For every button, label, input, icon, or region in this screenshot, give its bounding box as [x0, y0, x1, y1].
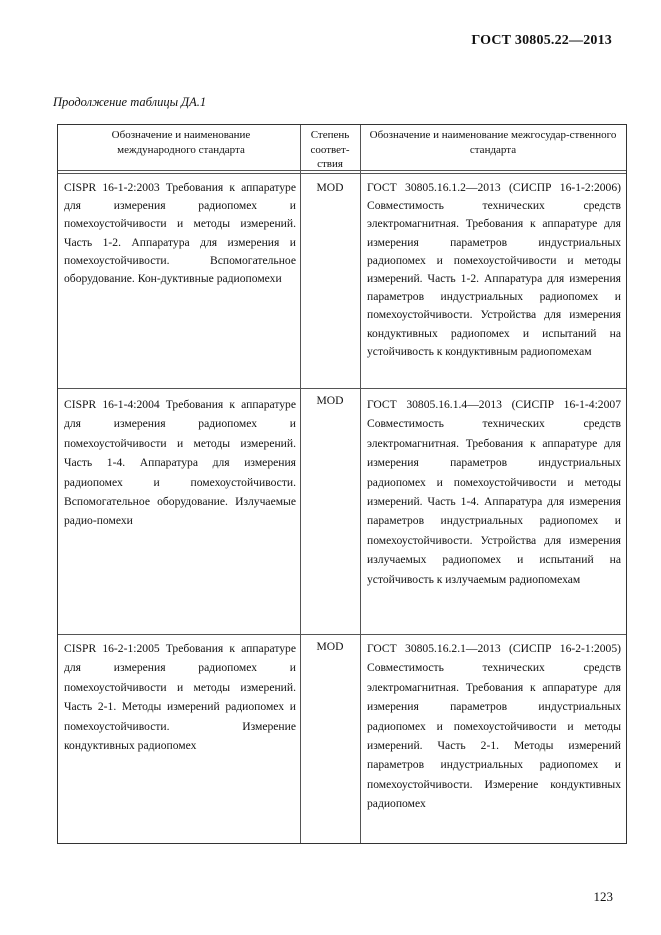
column-header-interstate: Обозначение и наименование межгосудар-ственного стандарта: [369, 129, 617, 156]
standards-table: [57, 124, 627, 844]
header-divider: [58, 173, 626, 174]
table-cell-interstate: ГОСТ 30805.16.1.4—2013 (СИСПР 16-1-4:2007 Совместимость технических средств электромагнитная. Требования к аппаратуре для измерения параметров индустриальных радиопомех и помехоустойчивости и методы измерений. Часть 1-4. Аппаратура для измерения параметров индустриальных радиопомех и помехоустойчивости. Устройства для измерения излучаемых радиопомех и испытаний на устойчивость к излучаемым радиопомехам: [367, 398, 621, 586]
table-cell-interstate: ГОСТ 30805.16.1.2—2013 (СИСПР 16-1-2:2006) Совместимость технических средств электромагнитная. Требования к аппаратуре для измерения параметров индустриальных радиопомех и помехоустойчивости и методы измерений. Часть 1-2. Аппаратура для измерения параметров индустриальных радиопомех и помехоустойчивости. Устройства для измерения кондуктивных радиопомех и испытаний на устойчивость к кондуктивным радиопомехам: [367, 181, 621, 358]
column-divider: [360, 125, 361, 843]
table-cell-interstate: ГОСТ 30805.16.2.1—2013 (СИСПР 16-2-1:2005) Совместимость технических средств электромагнитная. Требования к аппаратуре для измерения параметров индустриальных радиопомех и помехоустойчивости и методы измерений. Часть 2-1. Методы измерений параметров индустриальных радиопомех и помехоустойчивости. Измерение кондуктивных радиопомех: [367, 642, 621, 811]
column-header-degree: Степень соответ-ствия: [310, 129, 350, 170]
table-cell-degree: MOD: [316, 181, 344, 194]
page-number: 123: [593, 889, 613, 904]
table-cell-international: CISPR 16-2-1:2005 Требования к аппаратуре для измерения радиопомех и помехоустойчивости и методы измерений. Часть 2-1. Методы измерений радиопомех и помехоустойчивости. Измерение кондуктивных радиопомех: [64, 642, 296, 753]
table-cell-international: CISPR 16-1-4:2004 Требования к аппаратуре для измерения радиопомех и помехоустойчивости и методы измерений. Часть 1-4. Аппаратура для измерения радиопомех и помехоустойчивости. Вспомогательное оборудование. Излучаемые радио-помехи: [64, 398, 296, 528]
table-cell-degree: MOD: [316, 394, 344, 407]
table-cell-degree: MOD: [316, 640, 344, 653]
document-code-header: ГОСТ 30805.22—2013: [471, 33, 612, 48]
row-divider: [58, 634, 626, 635]
column-header-international: Обозначение и наименование международного стандарта: [111, 129, 251, 156]
row-divider: [58, 388, 626, 389]
column-divider: [300, 125, 301, 843]
table-caption: Продолжение таблицы ДА.1: [53, 95, 207, 109]
table-cell-international: CISPR 16-1-2:2003 Требования к аппаратуре для измерения радиопомех и помехоустойчивости и методы измерений. Часть 1-2. Аппаратура для измерения и помехоустойчивости. Вспомогательное оборудование. Кон-дуктивные радиопомехи: [64, 181, 296, 286]
